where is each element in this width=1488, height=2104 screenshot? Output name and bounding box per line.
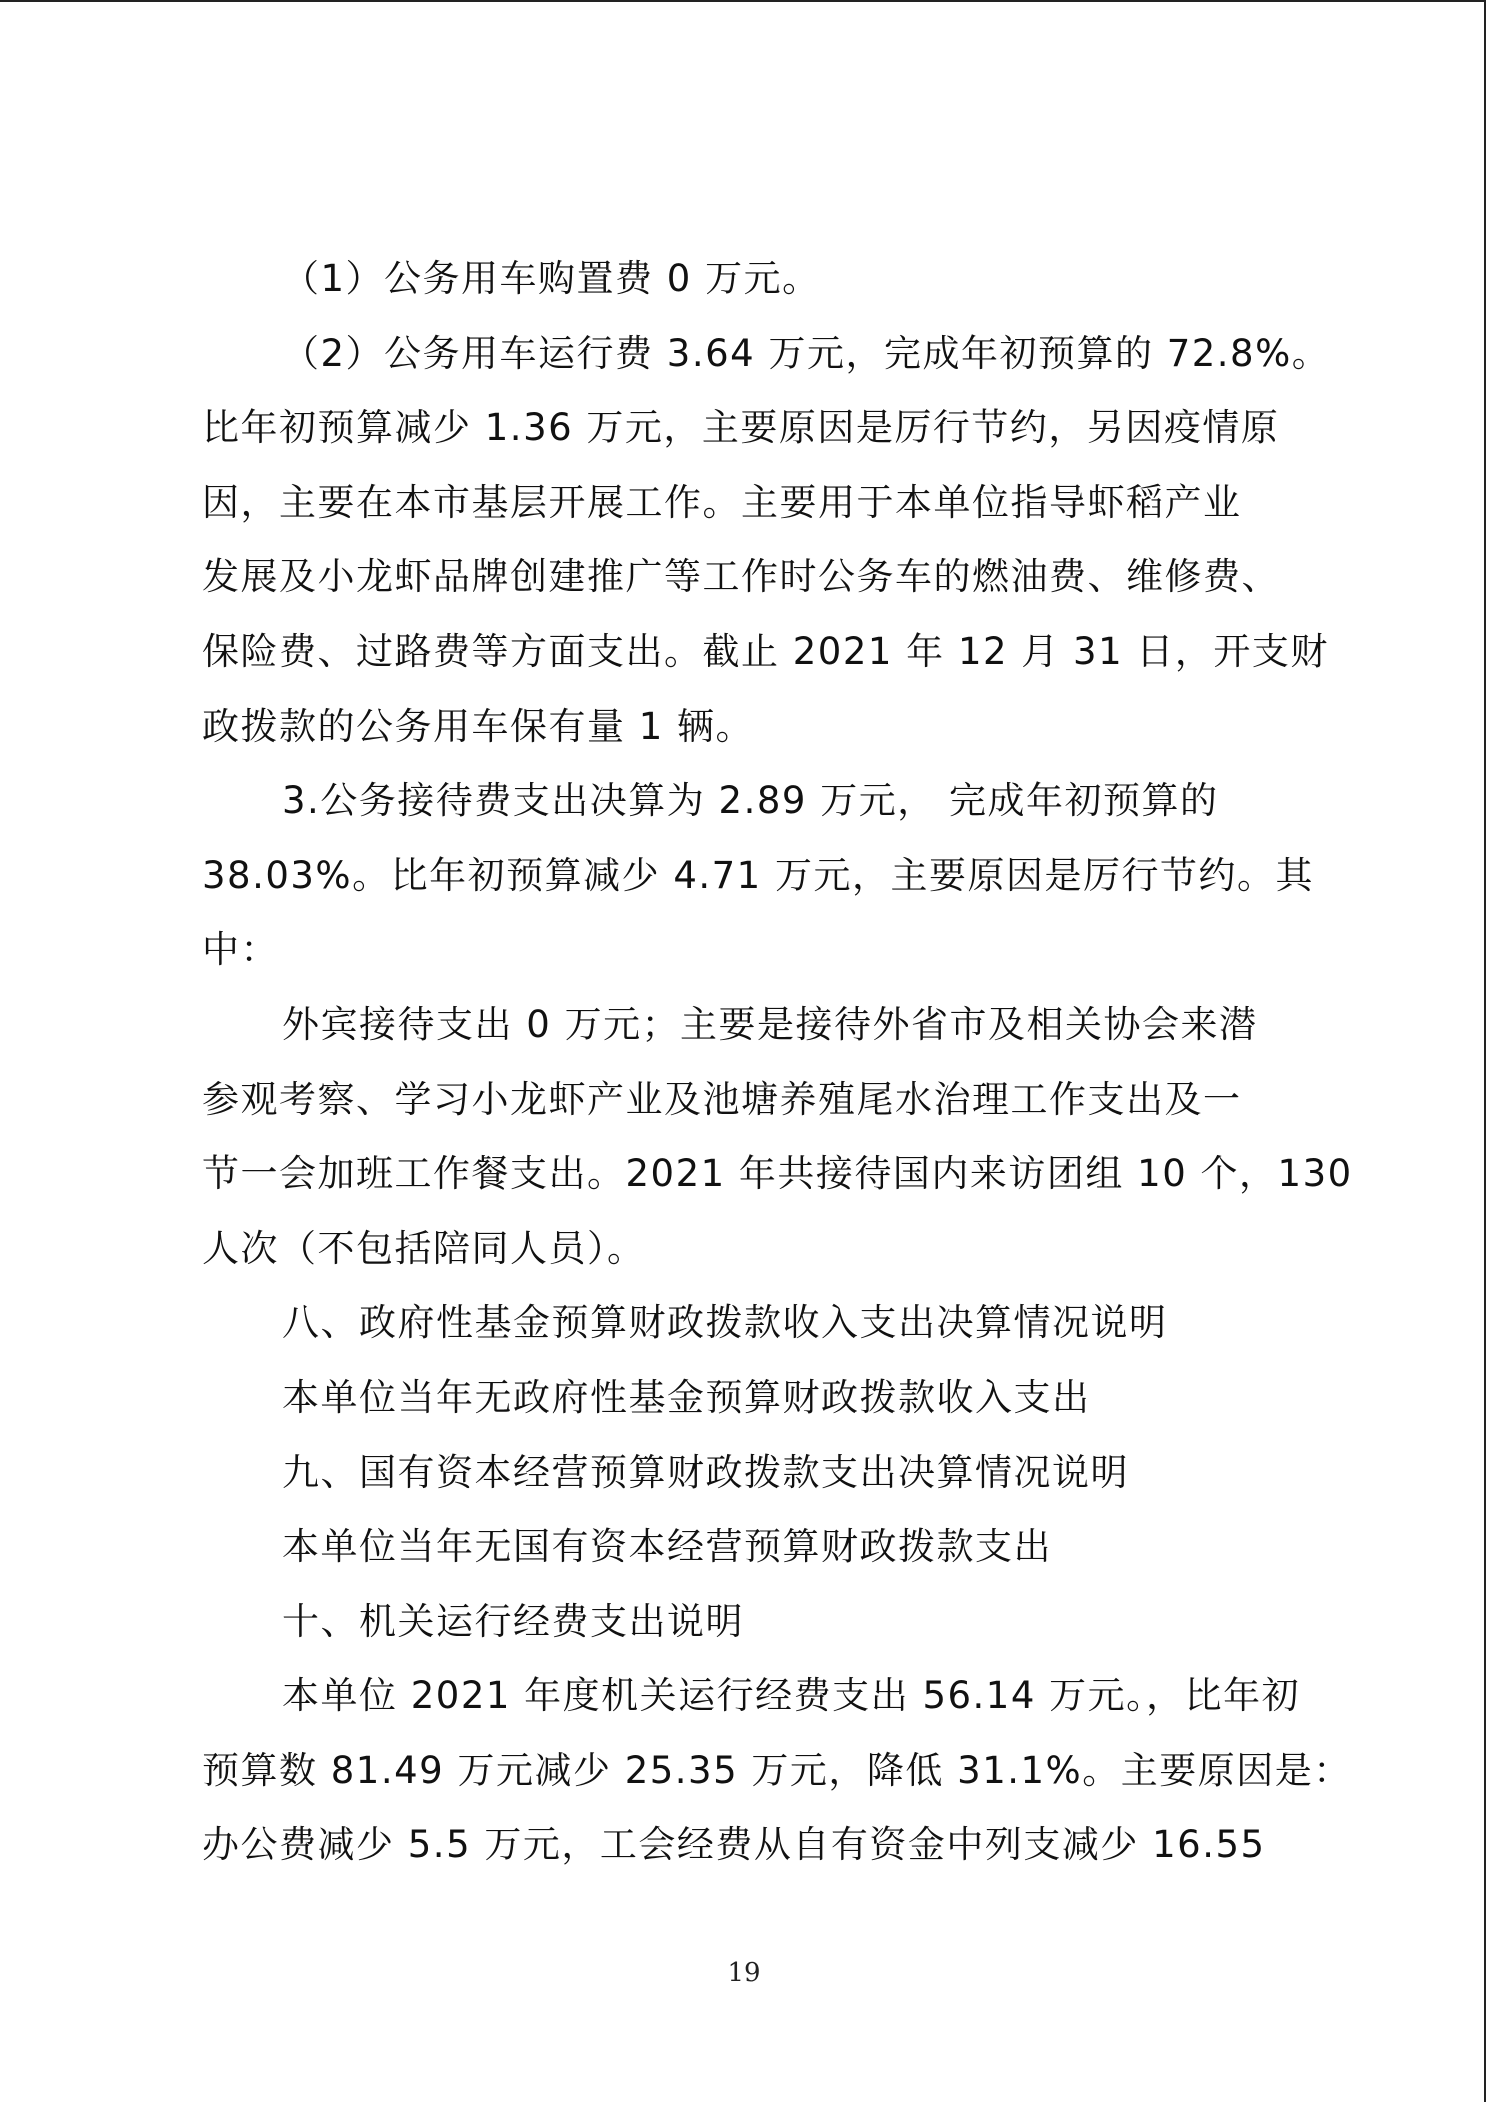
text-line: 3.公务接待费支出决算为 2.89 万元， 完成年初预算的 — [282, 779, 1219, 823]
text-line: 中： — [202, 928, 279, 972]
section-heading: 十、机关运行经费支出说明 — [282, 1599, 744, 1643]
text-line: 本单位当年无国有资本经营预算财政拨款支出 — [282, 1525, 1052, 1569]
text-line: 政拨款的公务用车保有量 1 辆。 — [202, 704, 755, 748]
text-line: 保险费、过路费等方面支出。截止 2021 年 12 月 31 日，开支财 — [202, 629, 1329, 673]
document-body — [202, 242, 1353, 1883]
text-line: 本单位 2021 年度机关运行经费支出 56.14 万元。，比年初 — [282, 1674, 1301, 1718]
text-line: 比年初预算减少 1.36 万元，主要原因是厉行节约，另因疫情原 — [202, 406, 1280, 450]
text-line: 参观考察、学习小龙虾产业及池塘养殖尾水治理工作支出及一 — [202, 1077, 1242, 1121]
text-line: （2）公务用车运行费 3.64 万元，完成年初预算的 72.8%。 — [282, 331, 1331, 375]
text-line: （1）公务用车购置费 0 万元。 — [282, 257, 821, 300]
text-line: 办公费减少 5.5 万元，工会经费从自有资金中列支减少 16.55 — [202, 1823, 1266, 1867]
section-heading: 八、政府性基金预算财政拨款收入支出决算情况说明 — [282, 1301, 1168, 1345]
page-number: 19 — [727, 1958, 761, 1988]
section-heading: 九、国有资本经营预算财政拨款支出决算情况说明 — [282, 1450, 1129, 1494]
text-line: 外宾接待支出 0 万元；主要是接待外省市及相关协会来潜 — [282, 1002, 1258, 1046]
text-line: 预算数 81.49 万元减少 25.35 万元，降低 31.1%。主要原因是： — [202, 1748, 1352, 1792]
text-line: 38.03%。比年初预算减少 4.71 万元，主要原因是厉行节约。其 — [202, 853, 1314, 897]
text-line: 人次（不包括陪同人员）。 — [202, 1226, 646, 1270]
text-line: 因，主要在本市基层开展工作。主要用于本单位指导虾稻产业 — [202, 480, 1242, 524]
text-line: 本单位当年无政府性基金预算财政拨款收入支出 — [282, 1375, 1091, 1419]
text-line: 节一会加班工作餐支出。2021 年共接待国内来访团组 10 个，130 — [202, 1152, 1353, 1196]
text-line: 发展及小龙虾品牌创建推广等工作时公务车的燃油费、维修费、 — [202, 555, 1280, 599]
